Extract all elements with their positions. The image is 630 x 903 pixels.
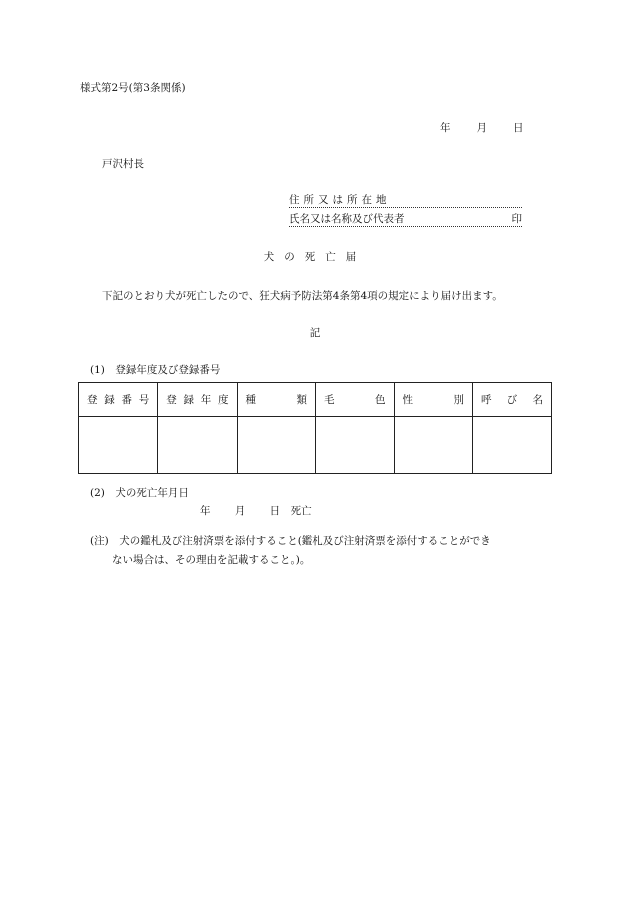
table-header-row (79, 383, 552, 417)
document-title: 犬の死亡届 (263, 251, 367, 263)
header-registration-number: 登 録 番 号 (79, 383, 158, 417)
header-breed: 種 類 (237, 383, 316, 417)
date-year: 年 (440, 122, 451, 134)
cell-dog-name[interactable] (473, 417, 552, 474)
name-label: 氏名又は名称及び代表者 (289, 213, 405, 225)
body-text: 下記のとおり犬が死亡したので、狂犬病予防法第4条第4項の規定により届け出ます。 (102, 290, 503, 302)
date-month: 月 (476, 122, 487, 134)
cell-sex[interactable] (394, 417, 473, 474)
header-sex: 性 別 (394, 383, 473, 417)
ki-heading: 記 (309, 327, 321, 339)
section1-label: (1) 登録年度及び登録番号 (90, 364, 221, 376)
submission-date (440, 120, 524, 135)
cell-registration-year[interactable] (158, 417, 237, 474)
cell-coat-color[interactable] (316, 417, 395, 474)
cell-breed[interactable] (237, 417, 316, 474)
header-dog-name: 呼 び 名 (473, 383, 552, 417)
death-date: 年 月 日 死亡 (200, 505, 312, 517)
form-number: 様式第2号(第3条関係) (80, 82, 186, 94)
note-line-1: (注) 犬の鑑札及び注射済票を添付すること(鑑札及び注射済票を添付することができ (90, 535, 491, 547)
address-field (289, 192, 522, 208)
date-day: 日 (513, 122, 524, 134)
note-line-2: ない場合は、その理由を記載すること。)。 (112, 554, 311, 566)
table-input-row (79, 417, 552, 474)
section2-label: (2) 犬の死亡年月日 (90, 487, 189, 499)
cell-registration-number[interactable] (79, 417, 158, 474)
address-label: 住所又は所在地 (289, 194, 391, 206)
header-registration-year: 登 録 年 度 (158, 383, 237, 417)
addressee: 戸沢村長 (102, 158, 144, 170)
seal-mark: 印 (511, 213, 522, 225)
header-coat-color: 毛 色 (316, 383, 395, 417)
registration-table (78, 382, 552, 474)
name-field (289, 211, 522, 227)
